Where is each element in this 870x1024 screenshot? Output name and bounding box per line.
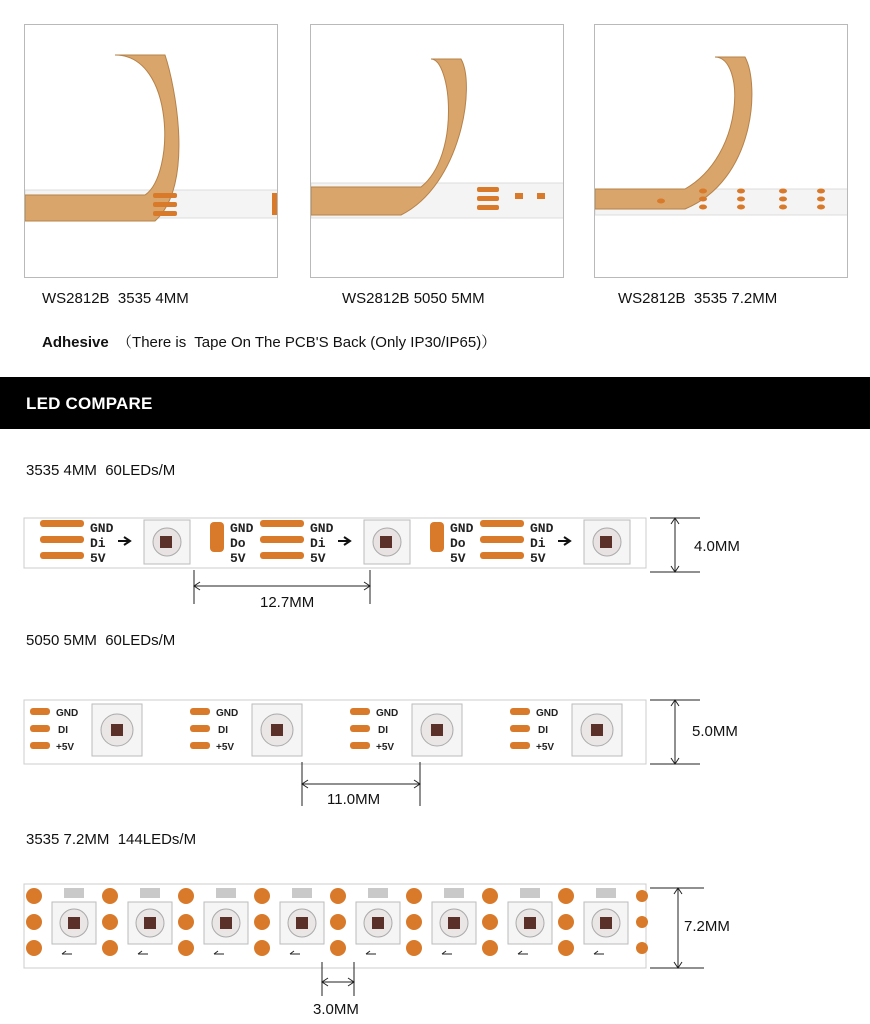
photo-3535-4mm — [24, 24, 278, 278]
pad-gnd: GND — [310, 521, 334, 536]
pad-5v: +5V — [536, 742, 555, 753]
pad-5v: 5V — [230, 551, 246, 566]
pad-di: Di — [90, 536, 106, 551]
pad-gnd: GND — [450, 521, 474, 536]
pad-gnd: GND — [90, 521, 114, 536]
product-model: WS2812B — [42, 290, 110, 307]
pad-di: Di — [530, 536, 546, 551]
pad-do: Do — [230, 536, 246, 551]
pad-di: Di — [310, 536, 326, 551]
pad-5v: 5V — [530, 551, 546, 566]
strip-2-pitch-label: 11.0MM — [327, 791, 381, 808]
strip-2-diagram — [0, 690, 870, 810]
strip-3-diagram — [0, 870, 870, 1020]
product-label-2 — [342, 290, 485, 307]
strip-1-pitch-label: 12.7MM — [260, 594, 315, 611]
pad-di: DI — [538, 725, 548, 736]
pad-gnd: GND — [376, 708, 399, 719]
pad-5v: +5V — [376, 742, 395, 753]
strip-1-title: 3535 4MM 60LEDs/M — [26, 462, 176, 479]
product-label-1 — [42, 290, 189, 307]
product-spec: 3535 4MM — [117, 290, 189, 307]
adhesive-note — [42, 331, 496, 352]
pad-do: Do — [450, 536, 466, 551]
pad-di: DI — [378, 725, 388, 736]
pad-di: DI — [58, 725, 68, 736]
pad-5v: 5V — [90, 551, 106, 566]
pad-5v: 5V — [310, 551, 326, 566]
strip-2-title: 5050 5MM 60LEDs/M — [26, 632, 176, 649]
product-label-3 — [618, 290, 777, 307]
adhesive-title: Adhesive — [42, 334, 109, 351]
strip-3-pitch-label: 3.0MM — [313, 1001, 359, 1018]
strip-3-title: 3535 7.2MM 144LEDs/M — [26, 831, 197, 848]
product-spec: 3535 7.2MM — [693, 290, 778, 307]
strip-1-width-label: 4.0MM — [694, 538, 740, 555]
strip-1-diagram — [0, 508, 870, 608]
product-model: WS2812B — [618, 290, 686, 307]
product-model: WS2812B — [342, 290, 410, 307]
pad-gnd: GND — [530, 521, 554, 536]
photo-5050-5mm — [310, 24, 564, 278]
pad-gnd: GND — [56, 708, 79, 719]
strip-2-width-label: 5.0MM — [692, 723, 738, 740]
pad-di: DI — [218, 725, 228, 736]
pad-5v: +5V — [216, 742, 235, 753]
section-bar — [0, 377, 870, 429]
pad-gnd: GND — [230, 521, 254, 536]
adhesive-text: （There is Tape On The PCB'S Back (Only IP30/IP65)） — [117, 334, 497, 351]
section-title: LED COMPARE — [26, 394, 153, 413]
pad-5v: 5V — [450, 551, 466, 566]
pad-gnd: GND — [536, 708, 559, 719]
pad-5v: +5V — [56, 742, 75, 753]
pad-gnd: GND — [216, 708, 239, 719]
strip-3-width-label: 7.2MM — [684, 918, 730, 935]
photo-3535-7mm — [594, 24, 848, 278]
product-spec: 5050 5MM — [413, 290, 485, 307]
